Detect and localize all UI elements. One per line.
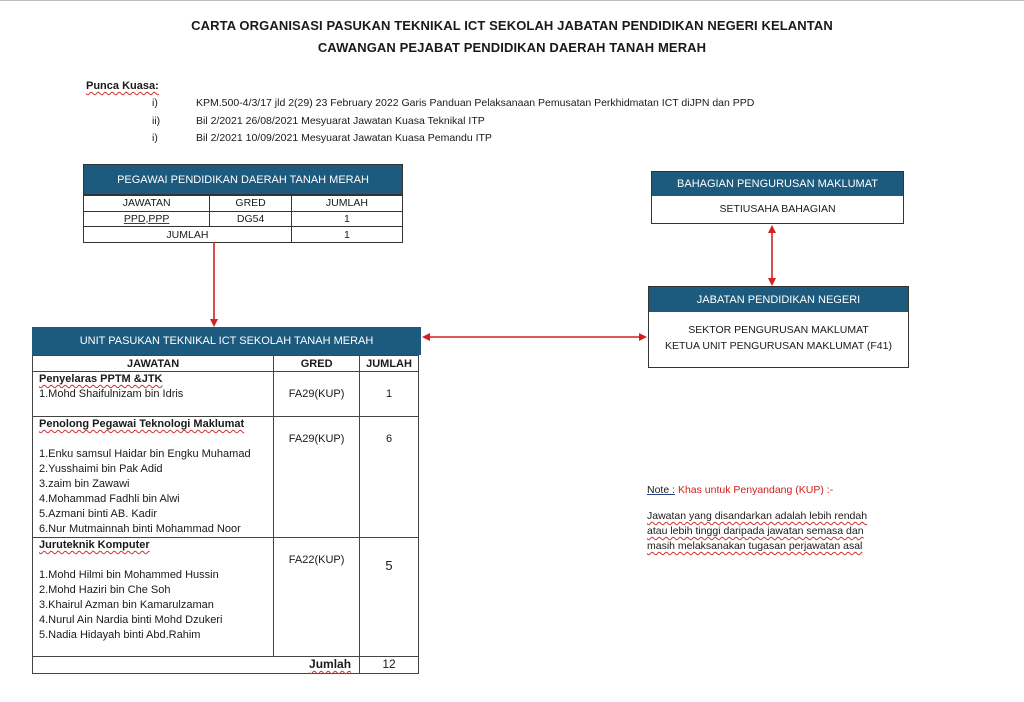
total-value: 12 — [360, 657, 419, 674]
member-name: 1.Enku samsul Haidar bin Engku Muhamad — [39, 448, 251, 460]
reference-number: i) — [152, 132, 158, 144]
note-red-text: Khas untuk Penyandang (KUP) :- — [677, 484, 834, 496]
bpm-box — [651, 171, 904, 224]
total-value: 1 — [291, 227, 402, 243]
jumlah-cell: 1 — [291, 211, 402, 227]
total-row — [84, 227, 402, 243]
member-name: 3.Khairul Azman bin Kamarulzaman — [39, 599, 214, 611]
jpn-box-title: JABATAN PENDIDIKAN NEGERI — [649, 287, 908, 312]
member-name: 4.Nurul Ain Nardia binti Mohd Dzukeri — [39, 614, 223, 626]
column-header: JAWATAN — [33, 356, 274, 372]
role-title: Penyelaras PPTM &JTK — [39, 373, 163, 385]
member-name: 4.Mohammad Fadhli bin Alwi — [39, 493, 180, 505]
jpn-box — [648, 286, 909, 368]
note — [647, 484, 833, 496]
gred-cell: FA29(KUP) — [274, 372, 360, 417]
jumlah-cell: 5 — [360, 538, 419, 657]
member-name: 3.zaim bin Zawawi — [39, 478, 130, 490]
member-name: 5.Nadia Hidayah binti Abd.Rahim — [39, 629, 201, 641]
total-row — [33, 657, 419, 674]
gred-cell: FA29(KUP) — [274, 417, 360, 538]
table-row — [33, 417, 419, 538]
column-header: JAWATAN — [84, 196, 210, 212]
jumlah-cell: 1 — [360, 372, 419, 417]
bpm-box-body: SETIUSAHA BAHAGIAN — [719, 203, 836, 215]
member-name: 2.Yusshaimi bin Pak Adid — [39, 463, 163, 475]
unit-box-title: UNIT PASUKAN TEKNIKAL ICT SEKOLAH TANAH MERAH — [32, 327, 421, 355]
member-name: 6.Nur Mutmainnah binti Mohammad Noor — [39, 523, 241, 535]
table-row — [84, 211, 402, 227]
gred-cell: DG54 — [210, 211, 292, 227]
reference-number: ii) — [152, 115, 161, 127]
note-body: Jawatan yang disandarkan adalah lebih rendah atau lebih tinggi daripada jawatan semasa dan masih melaksanakan tugasan perjawatan asal — [647, 510, 868, 552]
page-title-line1: CARTA ORGANISASI PASUKAN TEKNIKAL ICT SEKOLAH JABATAN PENDIDIKAN NEGERI KELANTAN — [191, 18, 833, 33]
column-header: JUMLAH — [291, 196, 402, 212]
role-title: Juruteknik Komputer — [39, 539, 150, 551]
ppd-box-title: PEGAWAI PENDIDIKAN DAERAH TANAH MERAH — [84, 165, 402, 195]
jpn-box-body — [649, 312, 908, 354]
page-top-border — [0, 0, 1024, 1]
member-name: 1.Mohd Hilmi bin Mohammed Hussin — [39, 569, 219, 581]
reference-number: i) — [152, 97, 158, 109]
total-label: Jumlah — [309, 657, 352, 671]
note-label: Note : — [647, 484, 676, 496]
page-title-line2: CAWANGAN PEJABAT PENDIDIKAN DAERAH TANAH MERAH — [317, 40, 707, 55]
reference-text: Bil 2/2021 10/09/2021 Mesyuarat Jawatan Kuasa Pemandu ITP — [196, 132, 492, 144]
bpm-box-title: BAHAGIAN PENGURUSAN MAKLUMAT — [652, 172, 903, 196]
table-row — [33, 372, 419, 417]
ppd-table — [84, 195, 402, 242]
reference-text: Bil 2/2021 26/08/2021 Mesyuarat Jawatan Kuasa Teknikal ITP — [196, 115, 485, 127]
member-name: 2.Mohd Haziri bin Che Soh — [39, 584, 171, 596]
gred-cell: FA22(KUP) — [274, 538, 360, 657]
jumlah-cell: 6 — [360, 417, 419, 538]
jawatan-cell: PPD,PPP — [123, 212, 170, 225]
unit-table — [32, 355, 419, 674]
member-name: 5.Azmani binti AB. Kadir — [39, 508, 158, 520]
role-title: Penolong Pegawai Teknologi Maklumat — [39, 418, 245, 430]
column-header: GRED — [210, 196, 292, 212]
member-name: 1.Mohd Shaifulnizam bin Idris — [39, 388, 184, 400]
jpn-line1: SEKTOR PENGURUSAN MAKLUMAT — [688, 324, 869, 336]
reference-text: KPM.500-4/3/17 jld 2(29) 23 February 2022 Garis Panduan Pelaksanaan Pemusatan Perkhidmatan ICT diJPN dan PPD — [196, 97, 755, 109]
table-row — [33, 538, 419, 657]
column-header: GRED — [274, 356, 360, 372]
column-header: JUMLAH — [360, 356, 419, 372]
punca-kuasa-label: Punca Kuasa: — [86, 80, 159, 92]
ppd-box — [83, 164, 403, 243]
total-label: JUMLAH — [84, 227, 291, 243]
jpn-line2: KETUA UNIT PENGURUSAN MAKLUMAT (F41) — [665, 340, 892, 352]
